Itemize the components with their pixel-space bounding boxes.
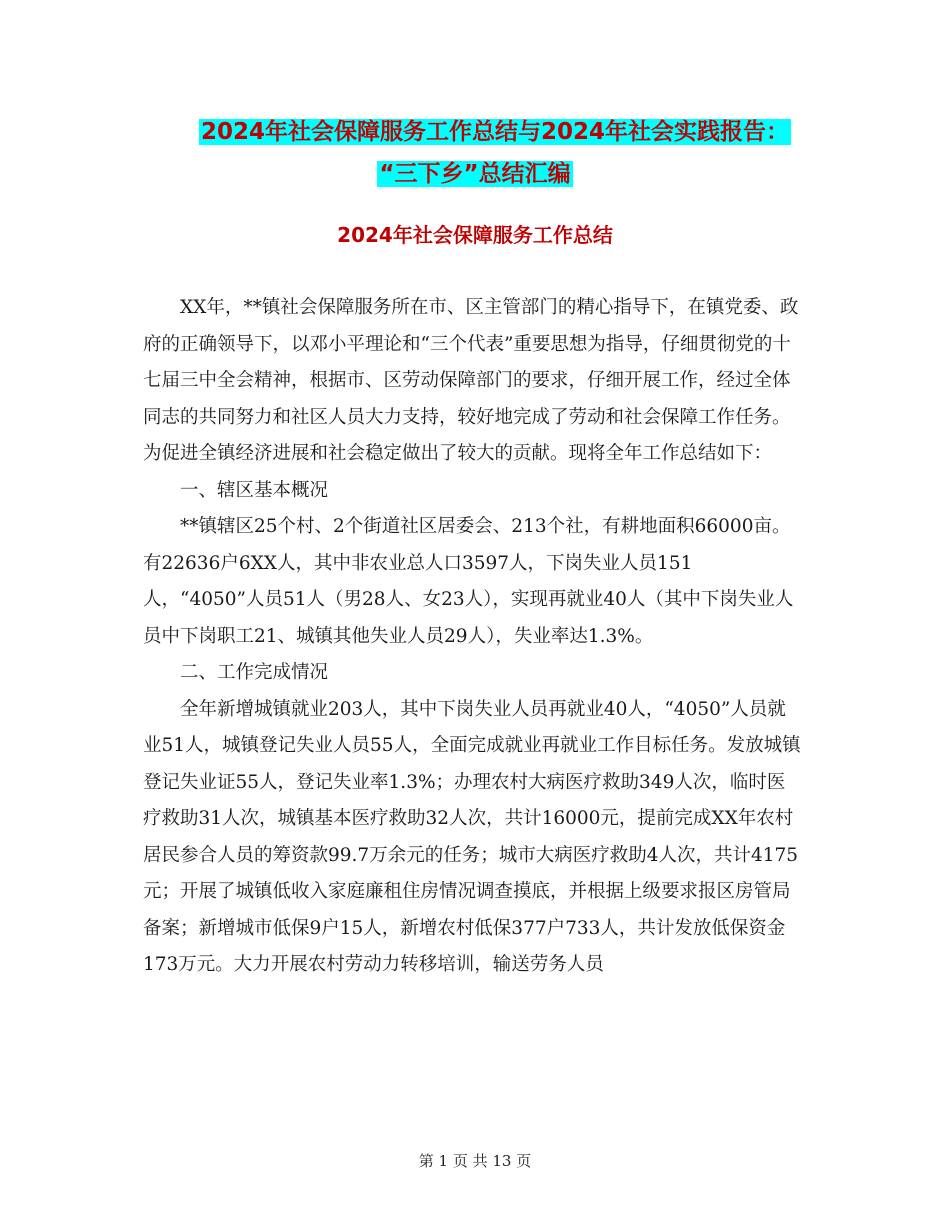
document-title-line-1: 2024年社会保障服务工作总结与2024年社会实践报告： — [200, 119, 790, 145]
document-title-line-2: “三下乡”总结汇编 — [379, 161, 571, 187]
paragraph-overview: **镇辖区25个村、2个街道社区居委会、213个社，有耕地面积66000亩。有22636户6XX人，其中非农业总人口3597人，下岗失业人员151人，“4050”人员51人（男28人、女23人），实现再就业40人（其中下岗失业人员中下岗职工21、城镇其他失业人员29人），失业率达1.3%。 — [143, 516, 794, 647]
paragraph-work-completion: 全年新增城镇就业203人，其中下岗失业人员再就业40人，“4050”人员就业51人，城镇登记失业人员55人，全面完成就业再就业工作目标任务。发放城镇登记失业证55人，登记失业率1.3%；办理农村大病医疗救助349人次，临时医疗救助31人次，城镇基本医疗救助32人次，共计16000元，提前完成XX年农村居民参合人员的筹资款99.7万余元的任务；城市大病医疗救助4人次，共计4175元；开展了城镇低收入家庭廉租住房情况调查摸底，并根据上级要求报区房管局备案；新增城市低保9户15人，新增农村低保377户733人，共计发放低保资金173万元。大力开展农村劳动力转移培训，输送劳务人员 — [143, 698, 801, 975]
page-footer: 第 1 页 共 13 页 — [418, 1152, 532, 1170]
document-body — [143, 290, 803, 984]
heading-work-completion: 二、工作完成情况 — [180, 662, 329, 683]
heading-overview: 一、辖区基本概况 — [180, 479, 329, 501]
section-title: 2024年社会保障服务工作总结 — [337, 223, 613, 247]
paragraph-intro: XX年，**镇社会保障服务所在市、区主管部门的精心指导下，在镇党委、政府的正确领导下，以邓小平理论和“三个代表”重要思想为指导，仔细贯彻党的十七届三中全会精神，根据市、区劳动保障部门的要求，仔细开展工作，经过全体同志的共同努力和社区人员大力支持，较好地完成了劳动和社会保障工作任务。为促进全镇经济进展和社会稳定做出了较大的贡献。现将全年工作总结如下： — [143, 297, 799, 464]
